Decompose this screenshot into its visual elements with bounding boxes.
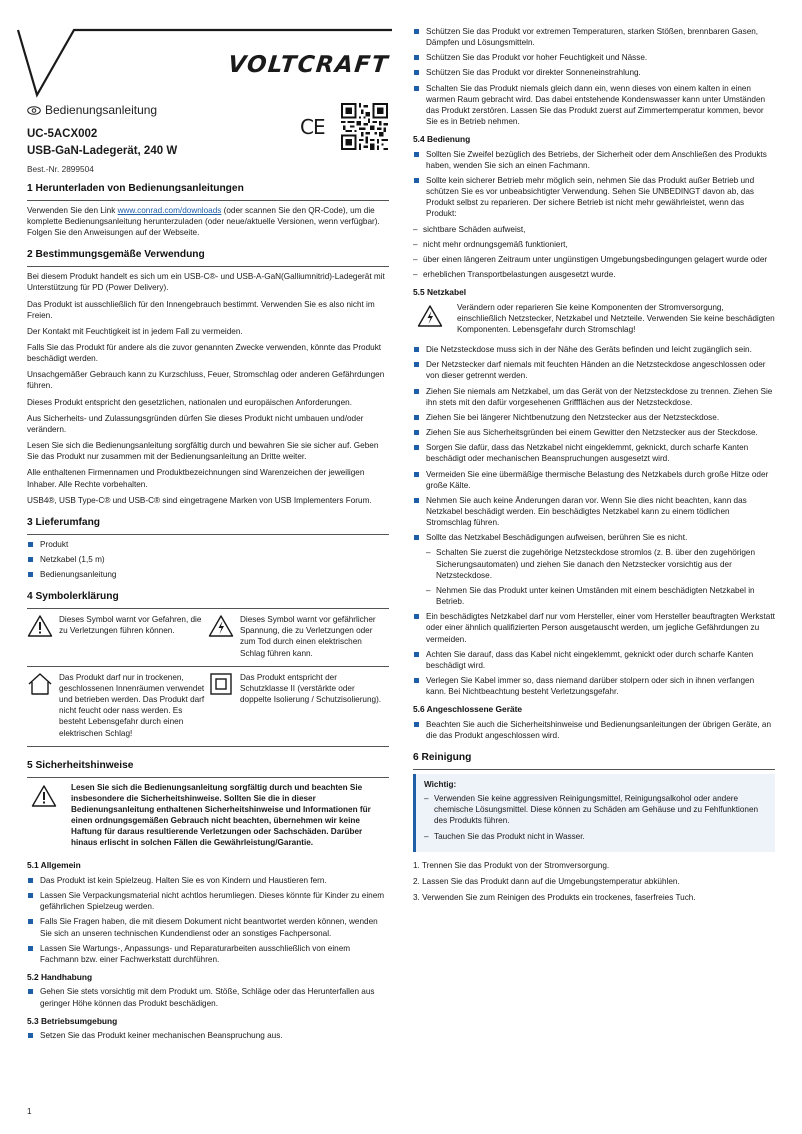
delivery-list [27, 539, 389, 580]
list-item: Gehen Sie stets vorsichtig mit dem Produkt um. Stöße, Schläge oder das Herunterfallen aus geringer Höhe können das Produkt beschädigen. [27, 986, 389, 1008]
section-2-heading: 2 Bestimmungsgemäße Verwendung [27, 249, 205, 261]
list-item: – Nehmen Sie das Produkt unter keinen Umständen mit einem beschädigten Netzkabel in Betrieb. [426, 585, 775, 607]
section-1-text: Verwenden Sie den Link www.conrad.com/downloads (oder scannen Sie den QR-Code), um die komplette Bedienungsanleitung herunterzuladen (oder neue/aktuelle Versionen, wenn verfügbar). Folgen Sie den Anweisungen auf der Webseite. [27, 205, 380, 238]
list-item: Das Produkt ist kein Spielzeug. Halten Sie es von Kindern und Haustieren fern. [27, 875, 389, 886]
subsection-5-1-heading: 5.1 Allgemein [27, 860, 81, 871]
note-list [424, 793, 767, 842]
symbol-row [208, 666, 389, 746]
environment-list-continued [413, 26, 775, 127]
list-item: – sichtbare Schäden aufweist, [413, 224, 775, 235]
list-item: Lassen Sie Verpackungsmaterial nicht achtlos herumliegen. Dieses könnte für Kinder zu einem gefährlichen Spielzeug werden. [27, 890, 389, 912]
list-item: Ziehen Sie niemals am Netzkabel, um das Gerät von der Netzsteckdose zu trennen. Ziehen Sie ihn stets mit den dafür vorgesehenen Griffflächen aus der Netzsteckdose. [413, 386, 775, 408]
paragraph: Unsachgemäßer Gebrauch kann zu Kurzschluss, Feuer, Stromschlag oder anderen Gefährdungen führen. [27, 370, 385, 391]
paragraph: USB4®, USB Type-C® und USB-C® sind eingetragene Marken von USB Implementers Forum. [27, 495, 372, 505]
list-item: Lassen Sie Wartungs-, Anpassungs- und Reparaturarbeiten ausschließlich von einem Fachmann bzw. einer Fachwerkstatt durchführen. [27, 943, 389, 965]
manual-label [27, 102, 389, 118]
symbol-description: Das Produkt entspricht der Schutzklasse II (verstärkte oder doppelte Isolierung / Schutzisolierung). [240, 672, 382, 705]
subsection-5-2-heading: 5.2 Handhabung [27, 971, 93, 982]
list-item: – erheblichen Transportbelastungen ausgesetzt wurde. [413, 269, 775, 280]
paragraph: Bei diesem Produkt handelt es sich um ein USB-C®- und USB-A-GaN(Galliumnitrid)-Ladegerät mit Unterstützung für PD (Power Delivery). [27, 272, 385, 293]
list-item: Achten Sie darauf, dass das Kabel nicht eingeklemmt, geknickt oder durch scharfe Kanten beschädigt wird. [413, 649, 775, 671]
handling-list [27, 986, 389, 1008]
high-voltage-icon [208, 614, 234, 638]
download-link[interactable]: www.conrad.com/downloads [117, 205, 222, 215]
symbol-description: Dieses Symbol warnt vor gefährlicher Spannung, die zu Verletzungen oder zum Tod durch einen elektrischen Schlag führen kann. [240, 615, 376, 658]
protection-class-2-icon [208, 672, 234, 696]
list-item: – über einen längeren Zeitraum unter ungünstigen Umgebungsbedingungen gelagert wurde oder [413, 254, 775, 265]
list-item: Ziehen Sie aus Sicherheitsgründen bei einem Gewitter den Netzstecker aus der Steckdose. [413, 427, 775, 438]
section-divider [27, 266, 389, 267]
list-item: Schützen Sie das Produkt vor hoher Feuchtigkeit und Nässe. [413, 52, 775, 63]
symbol-description: Dieses Symbol warnt vor Gefahren, die zu Verletzungen führen können. [59, 615, 202, 636]
list-item: Verlegen Sie Kabel immer so, dass niemand darüber stolpern oder sich in ihnen verfangen kann. Bei Nichtbeachtung besteht Verletzungsgefahr. [413, 675, 775, 697]
paragraph: Aus Sicherheits- und Zulassungsgründen dürfen Sie dieses Produkt nicht umbauen und/oder verändern. [27, 413, 364, 434]
subsection-5-4-heading: 5.4 Bedienung [413, 134, 471, 145]
list-item: Falls Sie Fragen haben, die mit diesem Dokument nicht beantwortet werden können, wenden Sie sich an unseren technischen Kundendienst oder an sonstiges Fachpersonal. [27, 916, 389, 938]
general-list [27, 875, 389, 965]
list-item: 1. Trennen Sie das Produkt von der Stromversorgung. [413, 860, 610, 870]
paragraph: Das Produkt ist ausschließlich für den Innengebrauch bestimmt. Verwenden Sie es also nicht im Freien. [27, 299, 375, 320]
list-item: Setzen Sie das Produkt keiner mechanischen Beanspruchung aus. [27, 1030, 389, 1041]
environment-list [27, 1030, 389, 1041]
warning-triangle-icon [31, 784, 57, 808]
model-number: UC-5ACX002 [27, 128, 98, 141]
list-item: Schützen Sie das Produkt vor extremen Temperaturen, starken Stößen, brennbaren Gasen, Dämpfen und Lösungsmitteln. [413, 26, 775, 48]
subsection-5-3-heading: 5.3 Betriebsumgebung [27, 1015, 118, 1026]
list-item: Bedienungsanleitung [27, 569, 389, 580]
list-item: Sorgen Sie dafür, dass das Netzkabel nicht eingeklemmt, geknickt, durch scharfe Kanten beschädigt oder mechanischen Beanspruchungen ausgesetzt wird. [413, 442, 775, 464]
list-item: Sollte das Netzkabel Beschädigungen aufweisen, berühren Sie es nicht. – Schalten Sie zuerst die zugehörige Netzsteckdose stromlos (z. B. über den zugehörigen Sicherungsautomaten) und ziehen Sie danach den Netzstecker vorsichtig aus der Netzsteckdose. – Nehmen Sie das Produkt unter keinen Umständen mit einem beschädigten Netzkabel in Betrieb. [413, 532, 775, 607]
warning-triangle-icon [27, 614, 53, 638]
symbol-table [27, 608, 389, 747]
note-title: Wichtig: [424, 779, 457, 789]
list-item: Die Netzsteckdose muss sich in der Nähe des Geräts befinden und leicht zugänglich sein. [413, 344, 775, 355]
list-item: Netzkabel (1,5 m) [27, 554, 389, 565]
section-divider [27, 534, 389, 535]
list-item: Der Netzstecker darf niemals mit feuchten Händen an die Netzsteckdose angeschlossen oder von dieser getrennt werden. [413, 359, 775, 381]
section-divider [413, 769, 775, 770]
list-item: Ziehen Sie bei längerer Nichtbenutzung den Netzstecker aus der Netzsteckdose. [413, 412, 775, 423]
symbol-row [27, 608, 208, 666]
paragraph: Dieses Produkt entspricht den gesetzlichen, nationalen und europäischen Anforderungen. [27, 397, 352, 407]
list-item: Nehmen Sie auch keine Änderungen daran vor. Wenn Sie dies nicht beachten, kann das Netzkabel beschädigt werden. Ein beschädigtes Netzkabel kann zu einem tödlichen Stromschlag führen. [413, 495, 775, 528]
unsafe-conditions-list [413, 224, 775, 281]
list-item: Vermeiden Sie eine übermäßige thermische Belastung des Netzkabels durch große Hitze oder große Kälte. [413, 469, 775, 491]
power-warning-box [413, 302, 775, 340]
damaged-cable-steps [426, 547, 775, 607]
indoor-use-house-icon [27, 672, 53, 696]
list-item: 3. Verwenden Sie zum Reinigen des Produkts ein trockenes, faserfreies Tuch. [413, 893, 696, 903]
section-4-heading: 4 Symbolerklärung [27, 591, 119, 603]
paragraph: Alle enthaltenen Firmennamen und Produktbezeichnungen sind Warenzeichen der jeweiligen Inhaber. Alle Rechte vorbehalten. [27, 468, 365, 489]
list-item: Sollten Sie Zweifel bezüglich des Betriebs, der Sicherheit oder dem Anschließen des Produkts haben, wenden Sie sich an einen Fachmann. [413, 149, 775, 171]
list-item: Produkt [27, 539, 389, 550]
safety-intro-text: Lesen Sie sich die Bedienungsanleitung sorgfältig durch und beachten Sie insbesondere die Sicherheitshinweise. Sollten Sie die in dieser Bedienungsanleitung enthaltenen Sicherheitshinweise und Informationen für einen ordnungsgemäßen Gebrauch nicht beachten, übernehmen wir keine Haftung für daraus resultierende Verletzungen oder Sachschäden. Darüber hinaus erlischt in solchen Fällen die Gewährleistung/Garantie. [71, 782, 371, 848]
list-item: 2. Lassen Sie das Produkt dann auf die Umgebungstemperatur abkühlen. [413, 876, 680, 886]
section-5-heading: 5 Sicherheitshinweise [27, 759, 134, 771]
paragraph: Falls Sie das Produkt für andere als die zuvor genannten Zwecke verwenden, könnte das Produkt beschädigt werden. [27, 343, 382, 364]
power-cable-list [413, 344, 775, 697]
book-icon [27, 106, 42, 115]
power-warning-text: Verändern oder reparieren Sie keine Komponenten der Stromversorgung, einschließlich Netzstecker, Netzkabel und Netzteile. Verwenden Sie keine beschädigten Komponenten. Lebensgefahr durch Stromschlag! [457, 302, 775, 334]
safety-warning-box [27, 782, 389, 854]
list-item: Beachten Sie auch die Sicherheitshinweise und Bedienungsanleitungen der übrigen Geräte, an die das Produkt angeschlossen wird. [413, 719, 775, 741]
cleaning-steps [413, 860, 775, 903]
connected-devices-list [413, 719, 775, 741]
ce-mark: CE [300, 115, 325, 139]
list-item: – Tauchen Sie das Produkt nicht in Wasser. [424, 831, 767, 842]
paragraph: Der Kontakt mit Feuchtigkeit ist in jedem Fall zu vermeiden. [27, 326, 243, 336]
page-number: 1 [27, 1107, 32, 1116]
section-3-heading: 3 Lieferumfang [27, 516, 101, 528]
list-item: – Verwenden Sie keine aggressiven Reinigungsmittel, Reinigungsalkohol oder andere chemische Lösungsmittel. Diese können zu Schäden am Gehäuse und zu Fehlfunktionen des Produkts führen. [424, 793, 767, 826]
manual-label-text: Bedienungsanleitung [45, 103, 158, 117]
list-item: Ein beschädigtes Netzkabel darf nur vom Hersteller, einer vom Hersteller beauftragten Werkstatt oder einer ähnlich qualifizierten Person ausgetauscht werden, um jegliche Gefährdungen zu vermeiden. [413, 611, 775, 644]
list-item: – nicht mehr ordnungsgemäß funktioniert, [413, 239, 775, 250]
subsection-5-6-heading: 5.6 Angeschlossene Geräte [413, 704, 523, 715]
qr-code [341, 103, 388, 150]
operation-list [413, 149, 775, 220]
paragraph: Lesen Sie sich die Bedienungsanleitung sorgfältig durch und bewahren Sie sie sicher auf. Geben Sie das Produkt nur zusammen mit der Bedienungsanleitung an Dritte weiter. [27, 441, 379, 462]
list-item: Sollte kein sicherer Betrieb mehr möglich sein, nehmen Sie das Produkt außer Betrieb und schützen Sie es vor unbeabsichtigter Verwendung. Sehen Sie UNBEDINGT davon ab, das Produkt selbst zu reparieren. Der sichere Betrieb ist nicht mehr gewährleistet, wenn das Produkt: [413, 175, 775, 220]
section-divider [27, 777, 389, 778]
list-item: Schützen Sie das Produkt vor direkter Sonneneinstrahlung. [413, 67, 775, 78]
symbol-description: Das Produkt darf nur in trockenen, geschlossenen Innenräumen verwendet und betrieben werden. Das Produkt darf nicht feucht oder nass werden. Es besteht Lebensgefahr durch einen elektrischen Schlag! [59, 672, 205, 738]
symbol-row [27, 666, 208, 746]
list-item: Schalten Sie das Produkt niemals gleich dann ein, wenn dieses von einem kalten in einen warmen Raum gebracht wird. Das dabei entstehende Kondenswasser kann unter Umständen das Produkt zerstören. Lassen Sie das Produkt zuerst auf Zimmertemperatur kommen, bevor Sie es in Betrieb nehmen. [413, 83, 775, 128]
order-number: Best.-Nr. 2899504 [27, 163, 94, 174]
symbol-row [208, 608, 389, 666]
subsection-5-5-heading: 5.5 Netzkabel [413, 287, 467, 298]
section-1-heading: 1 Herunterladen von Bedienungsanleitungen [27, 183, 244, 194]
product-name: USB-GaN-Ladegerät, 240 W [27, 144, 178, 157]
high-voltage-icon [417, 304, 443, 328]
section-divider [27, 200, 389, 201]
brand-logo: VOLTCRAFT [226, 52, 391, 78]
section-6-heading: 6 Reinigung [413, 752, 472, 764]
important-note-box [413, 774, 775, 852]
list-item: – Schalten Sie zuerst die zugehörige Netzsteckdose stromlos (z. B. über den zugehörigen Sicherungsautomaten) und ziehen Sie danach den Netzstecker vorsichtig aus der Netzsteckdose. [426, 547, 775, 580]
